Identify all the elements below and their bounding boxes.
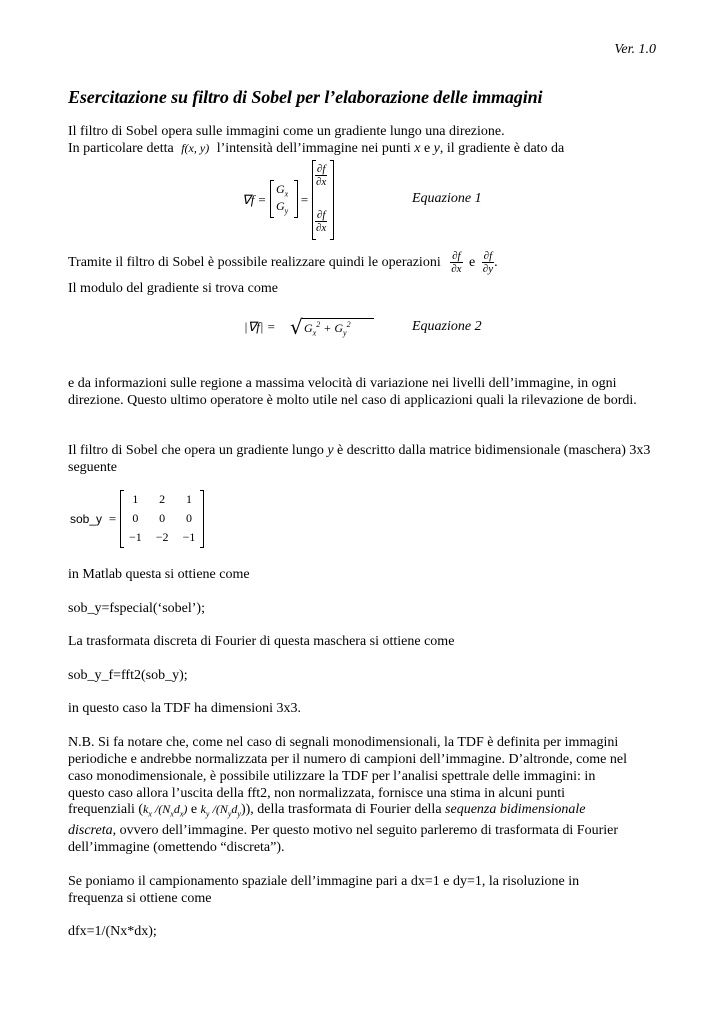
intro-text-c: , il gradiente è dato da	[439, 141, 565, 156]
code-fft2: sob_y_f=fft2(sob_y);	[68, 668, 188, 683]
fxy-math: f(x, y)	[181, 141, 210, 155]
sqrt-bar	[302, 318, 374, 319]
eq1-frac-bottom: $\frac{\partial f}{\partial x}$	[316, 209, 327, 234]
version-label: Ver. 1.0	[614, 42, 656, 57]
document-title: Esercitazione su filtro di Sobel per l’elaborazione delle immagini	[68, 87, 543, 107]
code-dfx: dfx=1/(Nx*dx);	[68, 924, 157, 939]
eq2-lhs: |∇f| =	[244, 319, 276, 334]
paragraph-sobel-y: Il filtro di Sobel che opera un gradiente lungo y è descritto dalla matrice bidimensionale (maschera) 3x3 seguente	[68, 443, 651, 475]
intro-text-a: In particolare detta	[68, 141, 174, 156]
modulo-text: Il modulo del gradiente si trova come	[68, 281, 278, 296]
paragraph-info: e da informazioni sulle regione a massima velocità di variazione nei livelli dell’immagine, in ogni direzione. Questo ultimo operatore è molto utile nel caso di applicazioni quali la rilevazione de bordi.	[68, 376, 637, 408]
matlab-intro: in Matlab questa si ottiene come	[68, 567, 250, 582]
matrix-table	[122, 490, 202, 547]
sampling-line-1: Se poniamo il campionamento spaziale dell’immagine pari a dx=1 e dy=1, la risoluzione in	[68, 874, 580, 889]
sampling-line-2: frequenza si ottiene come	[68, 891, 212, 906]
eq2-rhs: $G_x^2 + G_y^2$	[304, 320, 351, 338]
matrix-cell: −1	[182, 530, 196, 544]
sobel-ops-line	[68, 250, 498, 276]
matrix-name: sob_y	[70, 512, 103, 526]
eq1-derivative-vector	[312, 160, 334, 240]
matrix-brackets	[120, 490, 204, 548]
equation-2	[244, 315, 364, 339]
dft-intro: La trasformata discreta di Fourier di questa maschera si ottiene come	[68, 634, 455, 649]
matrix-cell: −1	[129, 530, 142, 544]
matrix-cell: 1	[132, 492, 139, 506]
eq1-lhs: ∇f =	[242, 192, 267, 207]
sobel-ops-text: Tramite il filtro di Sobel è possibile realizzare quindi le operazioni	[68, 255, 441, 270]
matrix-cell: 1	[185, 492, 192, 506]
nb-line-6: discreta, ovvero dell’immagine. Per questo motivo nel seguito parleremo di trasformata di Fourier	[68, 823, 619, 838]
eq1-gx: $G_x$	[276, 182, 289, 199]
intro-text-b: l’intensità dell’immagine nei punti	[216, 141, 411, 156]
conj-e: e	[423, 141, 431, 156]
sqrt-icon: √	[290, 315, 303, 339]
nb-line-5: frequenziali ($k_x$ $/(N_xd_x)$ e $k_y$ $/(N_yd_y)$), della trasformata di Fourier della sequenza bidimensionale	[68, 802, 586, 819]
equation-1	[240, 160, 360, 242]
matrix-cell: 0	[185, 511, 192, 525]
eq1-gy: $G_y$	[276, 199, 289, 216]
intro-line-2	[68, 141, 564, 157]
sobel-ops-end: .	[494, 255, 498, 270]
nb-line-2: periodiche e andrebbe normalizzata per il numero di campioni dell’immagine. D’altronde, come nel	[68, 752, 628, 767]
nb-line-1: N.B. Si fa notare che, come nel caso di segnali monodimensionali, la TDF è definita per immagini	[68, 735, 619, 750]
matrix-row	[122, 509, 202, 528]
equation-2-label: Equazione 2	[412, 319, 482, 334]
sobel-ops-conj: e	[469, 255, 476, 270]
nb-line-7: dell’immagine (omettendo “discreta”).	[68, 840, 285, 855]
var-x: x	[414, 141, 421, 156]
frac-df-dx: $\frac{\partial f}{\partial x}$	[451, 250, 462, 276]
frac-df-dy: $\frac{\partial f}{\partial y}$	[482, 250, 494, 276]
equation-1-label: Equazione 1	[412, 191, 482, 206]
matrix-equals: =	[108, 511, 117, 526]
intro-line-1: Il filtro di Sobel opera sulle immagini come un gradiente lungo una direzione.	[68, 124, 505, 139]
matrix-cell: −2	[155, 530, 169, 544]
eq1-equals: =	[300, 192, 309, 207]
matrix-cell: 2	[159, 492, 166, 506]
tdf-dimension: in questo caso la TDF ha dimensioni 3x3.	[68, 701, 302, 716]
matrix-cell: 0	[132, 511, 139, 525]
eq1-frac-top: $\frac{\partial f}{\partial x}$	[316, 163, 327, 188]
nb-line-4: questo caso allora l’uscita della fft2, non normalizzata, fornisce una stima in alcuni punti	[68, 786, 565, 801]
matrix-row	[122, 528, 202, 547]
eq1-g-vector	[270, 180, 298, 218]
nb-line-3: caso monodimensionale, è possibile utilizzare la TDF per l’analisi spettrale delle immagini: in	[68, 769, 596, 784]
var-y: y	[433, 141, 440, 156]
code-fspecial: sob_y=fspecial(‘sobel’);	[68, 601, 205, 616]
matrix-cell: 0	[159, 511, 166, 525]
matrix-row	[122, 490, 202, 509]
